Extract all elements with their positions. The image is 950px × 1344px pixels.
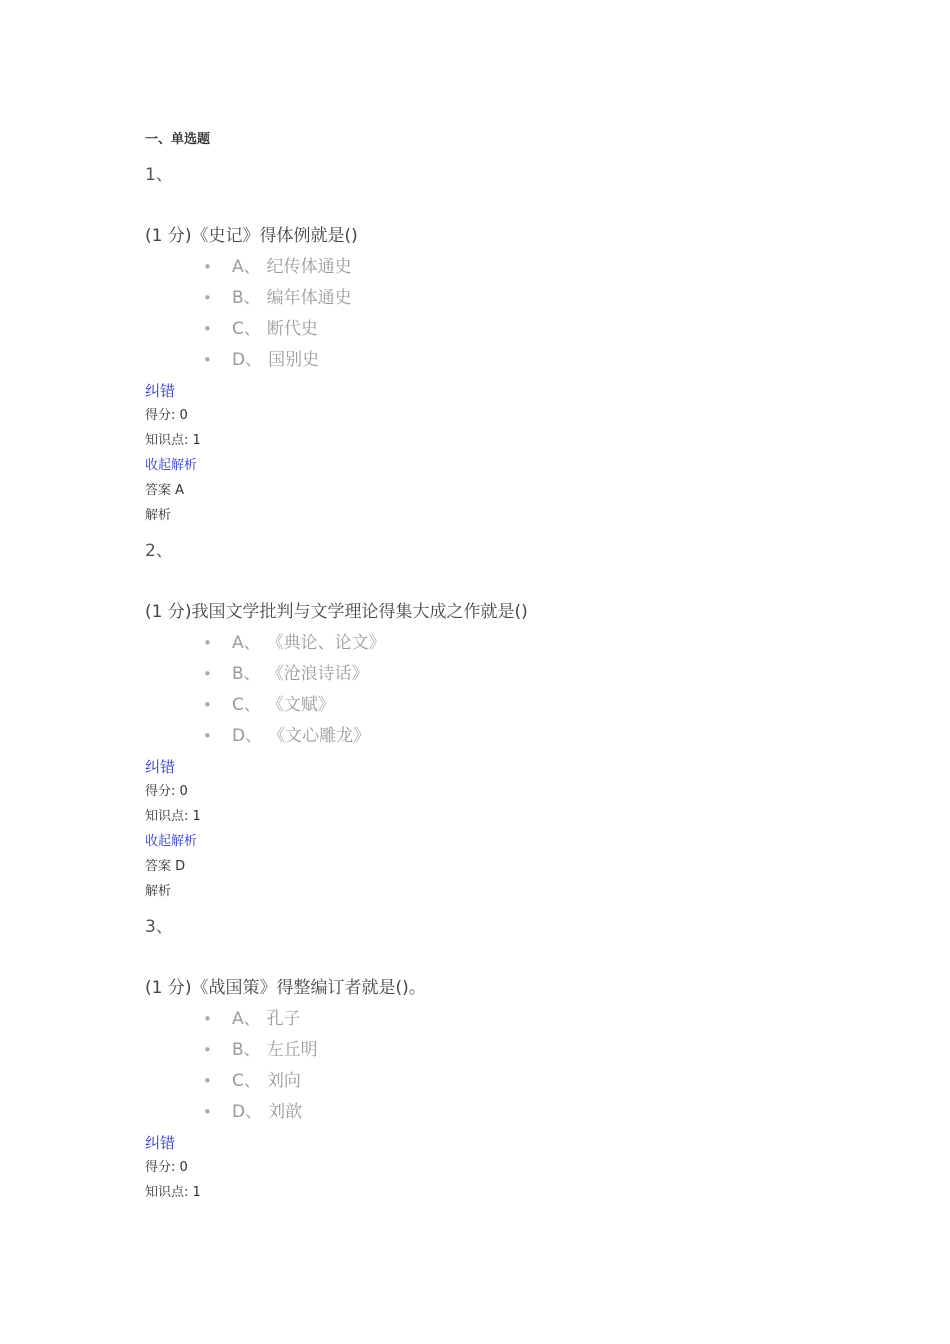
question-2 xyxy=(145,541,905,904)
option-letter: A、 xyxy=(232,257,261,277)
question-number: 1、 xyxy=(145,165,173,185)
question-text: (1 分)我国文学批判与文学理论得集大成之作就是() xyxy=(145,602,528,622)
options-list xyxy=(145,631,905,755)
option-text: 《沧浪诗话》 xyxy=(266,664,369,684)
knowledge-point-label: 知识点: 1 xyxy=(145,809,201,824)
knowledge-point-label: 知识点: 1 xyxy=(145,433,201,448)
option-text: 断代史 xyxy=(266,319,318,339)
bullet-icon: • xyxy=(203,1103,212,1121)
options-list xyxy=(145,255,905,379)
option-text: 纪传体通史 xyxy=(266,257,352,277)
bullet-icon: • xyxy=(203,289,212,307)
option-text: 编年体通史 xyxy=(266,288,352,308)
correction-link[interactable]: 纠错 xyxy=(145,1134,176,1152)
option-text: 刘歆 xyxy=(268,1102,303,1122)
option-letter: C、 xyxy=(232,695,261,715)
bullet-icon: • xyxy=(203,1041,212,1059)
option-text: 《文赋》 xyxy=(266,695,335,715)
bullet-icon: • xyxy=(203,696,212,714)
answer-label: 答案 A xyxy=(145,483,185,498)
bullet-icon: • xyxy=(203,727,212,745)
option-a[interactable] xyxy=(145,1007,905,1038)
option-letter: C、 xyxy=(232,319,261,339)
option-letter: A、 xyxy=(232,633,261,653)
option-text: 《典论、论文》 xyxy=(266,633,386,653)
question-text: (1 分)《史记》得体例就是() xyxy=(145,226,358,246)
analysis-label: 解析 xyxy=(145,508,172,523)
option-letter: C、 xyxy=(232,1071,261,1091)
correction-link[interactable]: 纠错 xyxy=(145,758,176,776)
option-a[interactable] xyxy=(145,255,905,286)
option-letter: D、 xyxy=(232,350,263,370)
question-text: (1 分)《战国策》得整编订者就是()。 xyxy=(145,978,426,998)
option-letter: D、 xyxy=(232,726,263,746)
question-3 xyxy=(145,917,905,1205)
option-text: 《文心雕龙》 xyxy=(268,726,371,746)
bullet-icon: • xyxy=(203,258,212,276)
bullet-icon: • xyxy=(203,1010,212,1028)
collapse-analysis-link[interactable]: 收起解析 xyxy=(145,834,198,849)
option-b[interactable] xyxy=(145,1038,905,1069)
answer-label: 答案 D xyxy=(145,859,186,874)
option-c[interactable] xyxy=(145,1069,905,1100)
options-list xyxy=(145,1007,905,1131)
option-letter: B、 xyxy=(232,288,261,308)
option-b[interactable] xyxy=(145,286,905,317)
score-label: 得分: 0 xyxy=(145,784,188,799)
option-b[interactable] xyxy=(145,662,905,693)
option-d[interactable] xyxy=(145,348,905,379)
question-number: 2、 xyxy=(145,541,173,561)
correction-link[interactable]: 纠错 xyxy=(145,382,176,400)
bullet-icon: • xyxy=(203,634,212,652)
analysis-label: 解析 xyxy=(145,884,172,899)
option-letter: D、 xyxy=(232,1102,263,1122)
bullet-icon: • xyxy=(203,665,212,683)
option-letter: B、 xyxy=(232,1040,261,1060)
knowledge-point-label: 知识点: 1 xyxy=(145,1185,201,1200)
question-number: 3、 xyxy=(145,917,173,937)
collapse-analysis-link[interactable]: 收起解析 xyxy=(145,458,198,473)
section-title: 一、单选题 xyxy=(145,132,211,147)
option-d[interactable] xyxy=(145,724,905,755)
score-label: 得分: 0 xyxy=(145,408,188,423)
score-label: 得分: 0 xyxy=(145,1160,188,1175)
option-d[interactable] xyxy=(145,1100,905,1131)
option-letter: A、 xyxy=(232,1009,261,1029)
bullet-icon: • xyxy=(203,320,212,338)
option-text: 刘向 xyxy=(266,1071,301,1091)
bullet-icon: • xyxy=(203,351,212,369)
option-text: 孔子 xyxy=(266,1009,301,1029)
option-a[interactable] xyxy=(145,631,905,662)
bullet-icon: • xyxy=(203,1072,212,1090)
option-text: 左丘明 xyxy=(266,1040,318,1060)
question-1 xyxy=(145,165,905,528)
option-c[interactable] xyxy=(145,693,905,724)
option-text: 国别史 xyxy=(268,350,320,370)
option-c[interactable] xyxy=(145,317,905,348)
option-letter: B、 xyxy=(232,664,261,684)
